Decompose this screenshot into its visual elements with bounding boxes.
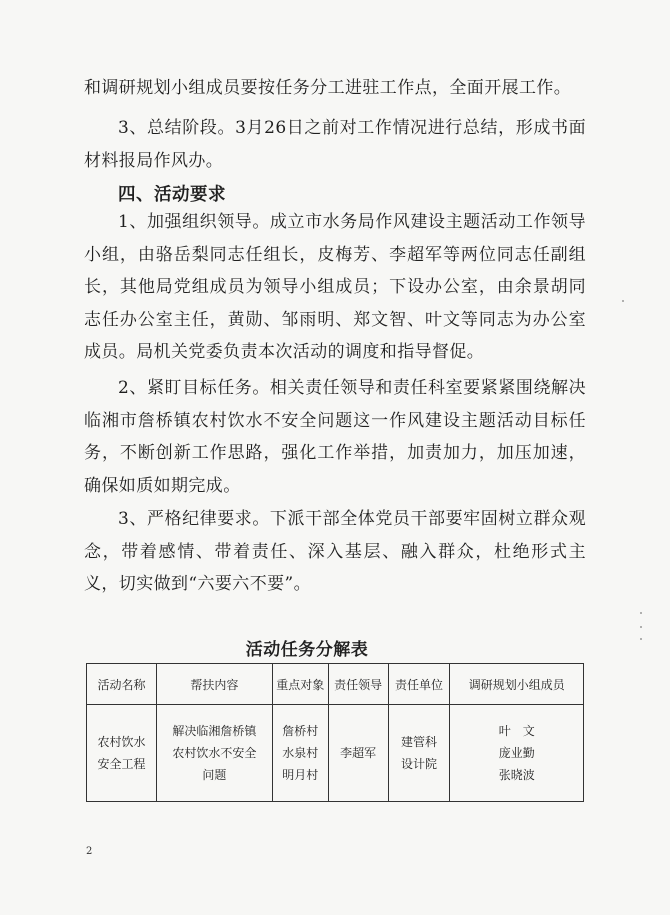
cell-assistance-content xyxy=(156,705,272,802)
table-header-row xyxy=(87,664,584,705)
header-responsible-leader: 责任领导 xyxy=(328,664,388,705)
paragraph-organization: 1、加强组织领导。成立市水务局作风建设主题活动工作领导小组，由骆岳梨同志任组长，皮梅芳、李超军等两位同志任副组长，其他局党组成员为领导小组成员；下设办公室，由余景胡同志任办公室主任，黄勋、邹雨明、郑文智、叶文等同志为办公室成员。局机关党委负责本次活动的调度和指导督促。 xyxy=(84,212,586,362)
cell-line: 庞业勤 xyxy=(498,746,535,760)
paragraph-discipline: 3、严格纪律要求。下派干部全体党员干部要牢固树立群众观念，带着感情、带着责任、深入基层、融入群众，杜绝形式主义，切实做到“六要六不要”。 xyxy=(84,509,586,594)
cell-line: 建管科 xyxy=(400,735,437,749)
cell-planning-members xyxy=(450,705,584,802)
header-assistance-content: 帮扶内容 xyxy=(156,664,272,705)
table-row xyxy=(87,705,584,802)
cell-line: 农村饮水 xyxy=(97,735,146,749)
cell-activity-name xyxy=(87,705,157,802)
scan-speck xyxy=(622,300,624,302)
cell-line: 农村饮水不安全 xyxy=(172,746,257,760)
header-responsible-unit: 责任单位 xyxy=(388,664,450,705)
cell-line: 安全工程 xyxy=(97,757,146,771)
cell-line: 设计院 xyxy=(400,757,437,771)
cell-line: 明月村 xyxy=(282,768,319,782)
scan-speck xyxy=(640,612,642,614)
cell-line: 张晓波 xyxy=(498,768,535,782)
task-breakdown-table xyxy=(86,663,584,802)
cell-line: 叶 文 xyxy=(498,724,535,738)
header-activity-name: 活动名称 xyxy=(87,664,157,705)
paragraph-continuation: 和调研规划小组成员要按任务分工进驻工作点，全面开展工作。 xyxy=(84,78,572,98)
scan-speck xyxy=(640,626,642,628)
table-title: 活动任务分解表 xyxy=(245,640,369,660)
cell-responsible-leader: 李超军 xyxy=(328,705,388,802)
cell-responsible-unit xyxy=(388,705,450,802)
cell-line: 水泉村 xyxy=(282,746,319,760)
cell-key-targets xyxy=(272,705,328,802)
header-planning-members: 调研规划小组成员 xyxy=(450,664,584,705)
header-key-targets: 重点对象 xyxy=(272,664,328,705)
cell-line: 解决临湘詹桥镇 xyxy=(172,724,257,738)
section-heading-requirements: 四、活动要求 xyxy=(118,185,226,205)
cell-line: 问题 xyxy=(202,768,227,782)
page-number: 2 xyxy=(86,846,93,857)
paragraph-summary-stage: 3、总结阶段。3月26日之前对工作情况进行总结，形成书面材料报局作风办。 xyxy=(84,118,586,171)
paragraph-target-task: 2、紧盯目标任务。相关责任领导和责任科室要紧紧围绕解决临湘市詹桥镇农村饮水不安全问题这一作风建设主题活动目标任务，不断创新工作思路，强化工作举措，加责加力，加压加速，确保如质如期完成。 xyxy=(84,378,586,496)
scan-speck xyxy=(640,638,642,640)
cell-line: 詹桥村 xyxy=(282,724,319,738)
